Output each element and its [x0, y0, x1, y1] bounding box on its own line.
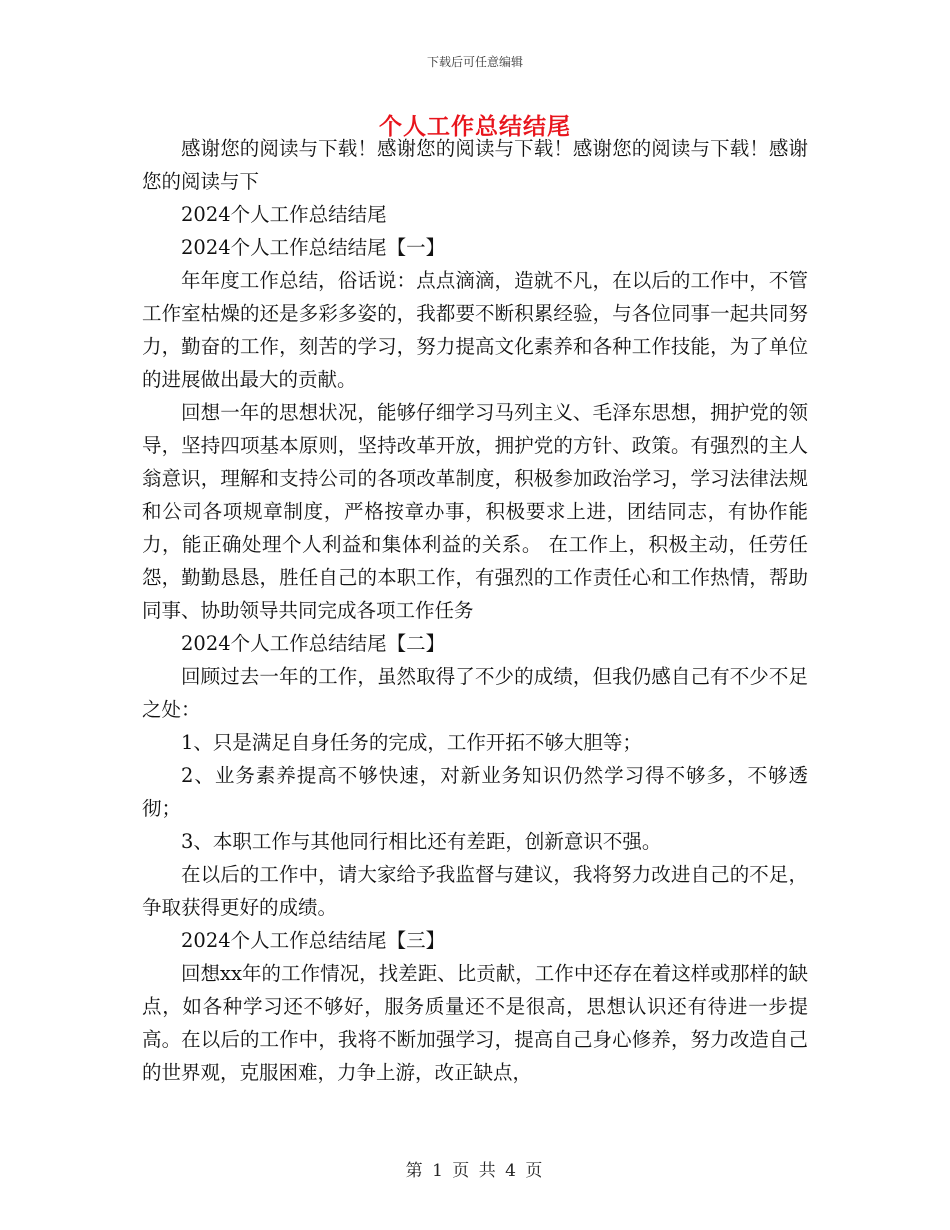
- paragraph: 年年度工作总结，俗话说：点点滴滴，造就不凡，在以后的工作中，不管工作室枯燥的还是多彩多姿的，我都要不断积累经验，与各位同事一起共同努力，勤奋的工作，刻苦的学习，努力提高文化素养和各种工作技能，为了单位的进展做出最大的贡献。: [142, 269, 808, 391]
- list-item: 1、只是满足自身任务的完成，工作开拓不够大胆等；: [181, 731, 642, 754]
- section-heading-2: 2024个人工作总结结尾【二】: [181, 632, 446, 655]
- paragraph: 回想xx年的工作情况，找差距、比贡献，工作中还存在着这样或那样的缺点，如各种学习还不够好，服务质量还不是很高，思想认识还有待进一步提高。在以后的工作中，我将不断加强学习，提高自己身心修养，努力改造自己的世界观，克服困难，力争上游，改正缺点，: [142, 962, 808, 1084]
- paragraph-thanks: 感谢您的阅读与下载！感谢您的阅读与下载！感谢您的阅读与下载！感谢您的阅读与下: [142, 137, 808, 193]
- header-note: 下载后可任意编辑: [426, 55, 523, 69]
- list-item: 3、本职工作与其他同行相比还有差距，创新意识不强。: [181, 830, 662, 853]
- section-heading-1: 2024个人工作总结结尾【一】: [181, 236, 446, 259]
- paragraph: 在以后的工作中，请大家给予我监督与建议，我将努力改进自己的不足，争取获得更好的成绩。: [142, 863, 808, 919]
- paragraph: 回想一年的思想状况，能够仔细学习马列主义、毛泽东思想，拥护党的领导，坚持四项基本原则，坚持改革开放，拥护党的方针、政策。有强烈的主人翁意识，理解和支持公司的各项改革制度，积极参加政治学习，学习法律法规和公司各项规章制度，严格按章办事，积极要求上进，团结同志，有协作能力，能正确处理个人利益和集体利益的关系。 在工作上，积极主动，任劳任怨，勤勤恳恳，胜任自己的本职工作，有强烈的工作责任心和工作热情，帮助同事、协助领导共同完成各项工作任务: [142, 401, 808, 622]
- paragraph: 回顾过去一年的工作，虽然取得了不少的成绩，但我仍感自己有不少不足之处：: [142, 665, 808, 721]
- paragraph-subtitle: 2024个人工作总结结尾: [181, 203, 387, 226]
- section-heading-3: 2024个人工作总结结尾【三】: [181, 929, 446, 952]
- page-number-footer: 第 1 页 共 4 页: [405, 1161, 545, 1181]
- list-item: 2、业务素养提高不够快速，对新业务知识仍然学习得不够多，不够透彻；: [142, 764, 808, 820]
- document-body: [142, 132, 808, 1089]
- document-title: 个人工作总结结尾: [379, 113, 571, 140]
